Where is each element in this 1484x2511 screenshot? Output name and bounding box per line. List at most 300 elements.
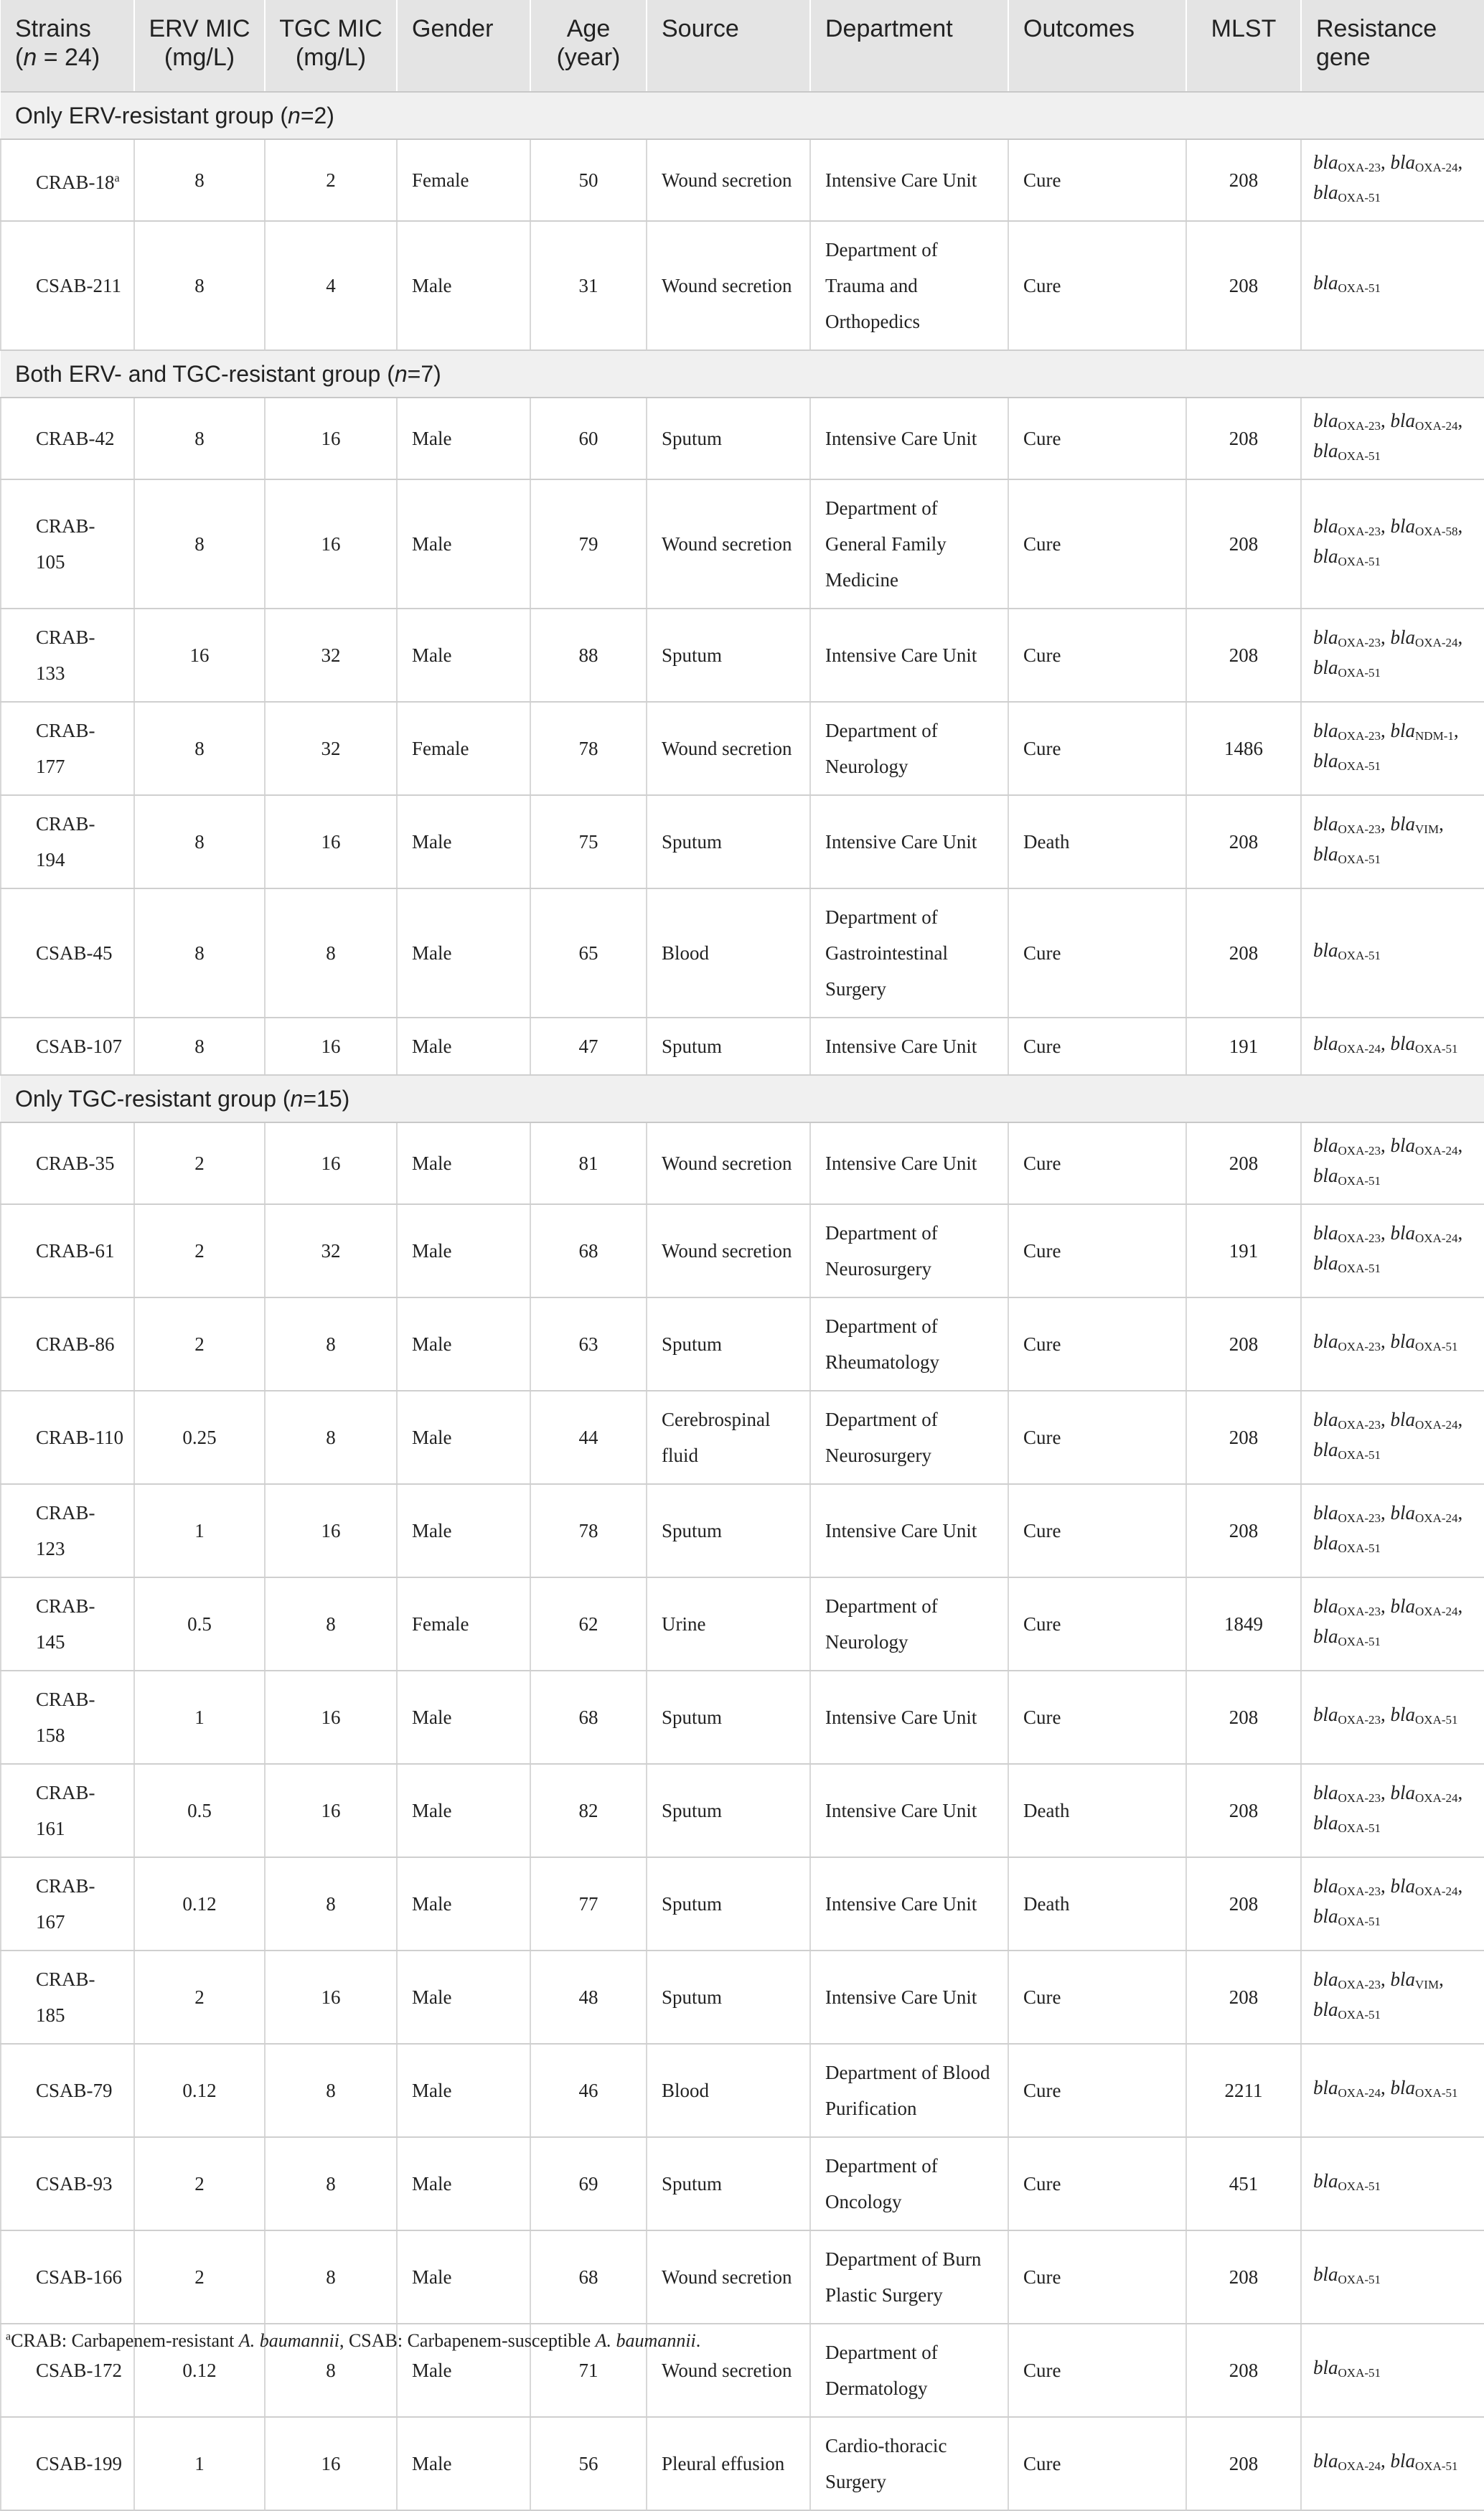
age-cell: 63: [530, 1297, 647, 1391]
gene-subscript: OXA-23: [1338, 1511, 1381, 1525]
gene-prefix: bla: [1390, 515, 1416, 537]
table-row: [1, 609, 1484, 702]
source-cell: Urine: [647, 1577, 810, 1671]
tgc-mic-cell: 16: [265, 479, 397, 609]
gene-subscript: OXA-51: [1338, 853, 1381, 866]
header-row: [1, 0, 1484, 92]
source-cell: Sputum: [647, 1018, 810, 1075]
table-row: [1, 1857, 1484, 1951]
mlst-cell: 208: [1186, 398, 1301, 479]
gene-prefix: bla: [1313, 939, 1338, 961]
department-cell: Intensive Care Unit: [810, 398, 1008, 479]
source-cell: Sputum: [647, 1764, 810, 1857]
gene-prefix: bla: [1390, 1135, 1416, 1156]
strain-cell: [1, 221, 134, 350]
outcome-cell: Death: [1008, 795, 1186, 888]
outcome-cell: Cure: [1008, 1951, 1186, 2044]
strain-name: CRAB-86: [36, 1333, 115, 1355]
erv-mic-cell: 2: [134, 1297, 265, 1391]
source-cell: Sputum: [647, 795, 810, 888]
gene-prefix: bla: [1313, 2357, 1338, 2378]
outcome-cell: Cure: [1008, 1391, 1186, 1484]
gene-subscript: VIM: [1415, 1978, 1440, 1991]
table-row: [1, 1671, 1484, 1764]
gene-prefix: bla: [1313, 1502, 1338, 1524]
source-cell: Sputum: [647, 1484, 810, 1577]
resistance-gene-cell: bla$_{OXA-24}$, bla$_{OXA-51}$: [1301, 2417, 1484, 2510]
source-cell: Cerebrospinal fluid: [647, 1391, 810, 1484]
tgc-mic-cell: 32: [265, 702, 397, 795]
gene-subscript: OXA-24: [1415, 1791, 1458, 1805]
resistance-gene-cell: bla$_{OXA-23}$, bla$_{VIM}$, bla$_{OXA-51}$: [1301, 795, 1484, 888]
mlst-cell: 208: [1186, 888, 1301, 1018]
table-row: [1, 1764, 1484, 1857]
gender-cell: Male: [397, 1764, 530, 1857]
gene-subscript: OXA-51: [1338, 2008, 1381, 2022]
gender-cell: Male: [397, 1857, 530, 1951]
gender-cell: Male: [397, 1484, 530, 1577]
resistance-gene-cell: bla$_{OXA-23}$, bla$_{OXA-58}$, bla$_{OXA-51}$: [1301, 479, 1484, 609]
strain-name: CSAB-79: [36, 2080, 113, 2101]
age-cell: 68: [530, 2230, 647, 2324]
footnote-mark: a: [6, 2330, 11, 2343]
strain-cell: [1, 1577, 134, 1671]
strain-cell: [1, 1951, 134, 2044]
tgc-mic-cell: 16: [265, 398, 397, 479]
gene-subscript: OXA-24: [1415, 1885, 1458, 1898]
source-cell: Wound secretion: [647, 2230, 810, 2324]
gene-subscript: OXA-51: [1338, 191, 1381, 205]
tgc-mic-cell: 16: [265, 1764, 397, 1857]
gene-prefix: bla: [1313, 1409, 1338, 1430]
tgc-mic-cell: 8: [265, 1297, 397, 1391]
header-gender: Gender: [397, 0, 530, 92]
strain-cell: [1, 1484, 134, 1577]
erv-mic-cell: 0.25: [134, 1391, 265, 1484]
header-age: Age (year): [530, 0, 647, 92]
gene-subscript: OXA-24: [1415, 1511, 1458, 1525]
source-cell: Sputum: [647, 1857, 810, 1951]
erv-mic-cell: 1: [134, 1484, 265, 1577]
department-cell: Intensive Care Unit: [810, 1122, 1008, 1204]
gene-prefix: bla: [1313, 2450, 1338, 2472]
gene-prefix: bla: [1390, 410, 1416, 431]
resistance-gene-cell: bla$_{OXA-23}$, bla$_{OXA-51}$: [1301, 1297, 1484, 1391]
gene-prefix: bla: [1390, 1968, 1416, 1990]
gene-subscript: OXA-23: [1338, 1144, 1381, 1158]
gender-cell: Male: [397, 1391, 530, 1484]
gene-subscript: OXA-51: [1338, 1915, 1381, 1928]
tgc-mic-cell: 16: [265, 795, 397, 888]
department-cell: Department of Burn Plastic Surgery: [810, 2230, 1008, 2324]
gender-cell: Male: [397, 2417, 530, 2510]
mlst-cell: 208: [1186, 2230, 1301, 2324]
gene-prefix: bla: [1313, 1905, 1338, 1927]
source-cell: Pleural effusion: [647, 2417, 810, 2510]
gene-subscript: VIM: [1415, 822, 1440, 836]
resistance-gene-cell: bla$_{OXA-23}$, bla$_{OXA-24}$, bla$_{OXA-51}$: [1301, 1204, 1484, 1297]
outcome-cell: Cure: [1008, 1122, 1186, 1204]
erv-mic-cell: 2: [134, 2230, 265, 2324]
gene-subscript: OXA-51: [1338, 281, 1381, 295]
mlst-cell: 208: [1186, 1122, 1301, 1204]
gene-prefix: bla: [1390, 813, 1416, 835]
gene-prefix: bla: [1390, 1330, 1416, 1352]
gene-prefix: bla: [1313, 720, 1338, 741]
gene-prefix: bla: [1390, 1595, 1416, 1617]
gene-prefix: bla: [1390, 1409, 1416, 1430]
gender-cell: Male: [397, 1018, 530, 1075]
gene-subscript: OXA-23: [1338, 525, 1381, 538]
age-cell: 60: [530, 398, 647, 479]
gene-prefix: bla: [1313, 2077, 1338, 2098]
erv-mic-cell: 1: [134, 2417, 265, 2510]
strain-name: CSAB-45: [36, 942, 113, 964]
gene-subscript: OXA-24: [1338, 2086, 1381, 2100]
strain-name: CRAB-158: [36, 1689, 95, 1746]
mlst-cell: 208: [1186, 795, 1301, 888]
strain-cell: [1, 795, 134, 888]
mlst-cell: 191: [1186, 1018, 1301, 1075]
gene-subscript: OXA-51: [1338, 949, 1381, 962]
tgc-mic-cell: 16: [265, 1951, 397, 2044]
erv-mic-cell: 8: [134, 795, 265, 888]
gene-subscript: OXA-51: [1338, 1635, 1381, 1648]
source-cell: Sputum: [647, 398, 810, 479]
gene-prefix: bla: [1390, 1222, 1416, 1244]
mlst-cell: 208: [1186, 221, 1301, 350]
strain-cell: [1, 1671, 134, 1764]
group-row: [1, 92, 1484, 139]
gene-prefix: bla: [1313, 1439, 1338, 1460]
gender-cell: Male: [397, 795, 530, 888]
erv-mic-cell: 0.5: [134, 1577, 265, 1671]
resistance-gene-cell: bla$_{OXA-23}$, bla$_{OXA-24}$, bla$_{OXA-51}$: [1301, 139, 1484, 221]
table-body: [1, 92, 1484, 2510]
header-strains: [1, 0, 134, 92]
source-cell: Wound secretion: [647, 479, 810, 609]
department-cell: Intensive Care Unit: [810, 1764, 1008, 1857]
age-cell: 78: [530, 1484, 647, 1577]
age-cell: 47: [530, 1018, 647, 1075]
mlst-cell: 208: [1186, 1484, 1301, 1577]
strain-name: CRAB-105: [36, 515, 95, 573]
strain-cell: [1, 479, 134, 609]
strain-cell: [1, 609, 134, 702]
table-row: [1, 221, 1484, 350]
gene-subscript: OXA-51: [1415, 1340, 1458, 1353]
outcome-cell: Cure: [1008, 2044, 1186, 2137]
gene-prefix: bla: [1313, 750, 1338, 771]
header-tgc-mic: TGC MIC (mg/L): [265, 0, 397, 92]
outcome-cell: Death: [1008, 1857, 1186, 1951]
table-row: [1, 795, 1484, 888]
age-cell: 69: [530, 2137, 647, 2230]
age-cell: 68: [530, 1204, 647, 1297]
gene-prefix: bla: [1313, 1812, 1338, 1834]
department-cell: Department of Trauma and Orthopedics: [810, 221, 1008, 350]
gene-subscript: OXA-23: [1338, 636, 1381, 649]
gene-prefix: bla: [1313, 1330, 1338, 1352]
gender-cell: Male: [397, 2324, 530, 2417]
gender-cell: Male: [397, 2044, 530, 2137]
outcome-cell: Cure: [1008, 1204, 1186, 1297]
erv-mic-cell: 8: [134, 221, 265, 350]
age-cell: 71: [530, 2324, 647, 2417]
strain-cell: [1, 139, 134, 221]
outcome-cell: Cure: [1008, 702, 1186, 795]
tgc-mic-cell: 2: [265, 139, 397, 221]
department-cell: Intensive Care Unit: [810, 795, 1008, 888]
mlst-cell: 1849: [1186, 1577, 1301, 1671]
gene-subscript: OXA-23: [1338, 1418, 1381, 1432]
group-title: Only ERV-resistant group (n=2): [1, 92, 1484, 139]
gene-subscript: OXA-23: [1338, 419, 1381, 433]
resistance-gene-cell: bla$_{OXA-23}$, bla$_{VIM}$, bla$_{OXA-51}$: [1301, 1951, 1484, 2044]
erv-mic-cell: 0.12: [134, 2324, 265, 2417]
gender-cell: Female: [397, 1577, 530, 1671]
tgc-mic-cell: 8: [265, 2044, 397, 2137]
strain-cell: [1, 2417, 134, 2510]
department-cell: Department of Rheumatology: [810, 1297, 1008, 1391]
gene-subscript: OXA-51: [1415, 1042, 1458, 1056]
resistance-gene-cell: bla$_{OXA-23}$, bla$_{OXA-24}$, bla$_{OXA-51}$: [1301, 1484, 1484, 1577]
source-cell: Wound secretion: [647, 702, 810, 795]
strain-cell: [1, 2230, 134, 2324]
gender-cell: Male: [397, 1671, 530, 1764]
gender-cell: Female: [397, 139, 530, 221]
source-cell: Wound secretion: [647, 1122, 810, 1204]
gene-prefix: bla: [1313, 182, 1338, 203]
strain-cell: [1, 888, 134, 1018]
strain-cell: [1, 2137, 134, 2230]
gene-subscript: OXA-24: [1415, 1231, 1458, 1245]
gene-prefix: bla: [1313, 1782, 1338, 1803]
resistance-gene-cell: [1301, 221, 1484, 350]
tgc-mic-cell: 4: [265, 221, 397, 350]
tgc-mic-cell: 8: [265, 1577, 397, 1671]
group-title: Both ERV- and TGC-resistant group (n=7): [1, 350, 1484, 398]
table-row: [1, 2417, 1484, 2510]
gene-prefix: bla: [1313, 151, 1338, 173]
department-cell: Department of Neurology: [810, 702, 1008, 795]
gene-prefix: bla: [1313, 2170, 1338, 2192]
gene-subscript: OXA-51: [1338, 1541, 1381, 1555]
age-cell: 65: [530, 888, 647, 1018]
outcome-cell: Cure: [1008, 479, 1186, 609]
gender-cell: Male: [397, 1204, 530, 1297]
gene-prefix: bla: [1313, 2263, 1338, 2285]
age-cell: 79: [530, 479, 647, 609]
gender-cell: Male: [397, 221, 530, 350]
gene-subscript: OXA-51: [1415, 1713, 1458, 1727]
table-row: [1, 1122, 1484, 1204]
gene-subscript: OXA-51: [1338, 1448, 1381, 1462]
gene-prefix: bla: [1313, 1968, 1338, 1990]
gene-subscript: OXA-51: [1338, 2273, 1381, 2286]
gene-subscript: OXA-51: [1338, 2179, 1381, 2193]
gene-prefix: bla: [1390, 1875, 1416, 1897]
strain-name: CSAB-93: [36, 2173, 113, 2195]
source-cell: Wound secretion: [647, 221, 810, 350]
gene-subscript: OXA-23: [1338, 1978, 1381, 1991]
resistance-gene-cell: bla$_{OXA-24}$, bla$_{OXA-51}$: [1301, 2044, 1484, 2137]
mlst-cell: 208: [1186, 1951, 1301, 2044]
strain-cell: [1, 1297, 134, 1391]
gender-cell: Male: [397, 2230, 530, 2324]
gene-subscript: OXA-51: [1415, 2086, 1458, 2100]
gene-prefix: bla: [1313, 1875, 1338, 1897]
department-cell: Intensive Care Unit: [810, 1857, 1008, 1951]
header-mlst: MLST: [1186, 0, 1301, 92]
gender-cell: Male: [397, 2137, 530, 2230]
table-row: [1, 888, 1484, 1018]
gene-subscript: OXA-24: [1415, 1144, 1458, 1158]
outcome-cell: Death: [1008, 1764, 1186, 1857]
department-cell: Department of Oncology: [810, 2137, 1008, 2230]
tgc-mic-cell: 8: [265, 2324, 397, 2417]
gene-subscript: OXA-51: [1338, 1174, 1381, 1188]
gene-subscript: OXA-23: [1338, 1791, 1381, 1805]
age-cell: 82: [530, 1764, 647, 1857]
erv-mic-cell: 2: [134, 1122, 265, 1204]
source-cell: Sputum: [647, 1951, 810, 2044]
gene-prefix: bla: [1313, 1033, 1338, 1054]
source-cell: Wound secretion: [647, 139, 810, 221]
gender-cell: Male: [397, 479, 530, 609]
age-cell: 88: [530, 609, 647, 702]
footnote: [6, 2330, 700, 2352]
erv-mic-cell: 8: [134, 139, 265, 221]
resistance-gene-cell: bla$_{OXA-23}$, bla$_{NDM-1}$, bla$_{OXA-51}$: [1301, 702, 1484, 795]
gender-cell: Female: [397, 702, 530, 795]
source-cell: Wound secretion: [647, 2324, 810, 2417]
mlst-cell: 208: [1186, 479, 1301, 609]
mlst-cell: 2211: [1186, 2044, 1301, 2137]
group-title: Only TGC-resistant group (n=15): [1, 1075, 1484, 1122]
resistance-gene-cell: bla$_{OXA-23}$, bla$_{OXA-24}$, bla$_{OXA-51}$: [1301, 609, 1484, 702]
strain-name: CRAB-42: [36, 428, 115, 449]
department-cell: Department of Blood Purification: [810, 2044, 1008, 2137]
table-row: [1, 702, 1484, 795]
gene-subscript: OXA-23: [1338, 1340, 1381, 1353]
strain-cell: [1, 1018, 134, 1075]
gene-prefix: bla: [1313, 1625, 1338, 1647]
source-cell: Sputum: [647, 1671, 810, 1764]
erv-mic-cell: 0.12: [134, 1857, 265, 1951]
gene-subscript: OXA-51: [1338, 759, 1381, 773]
mlst-cell: 208: [1186, 1391, 1301, 1484]
erv-mic-cell: 8: [134, 398, 265, 479]
gene-prefix: bla: [1313, 1252, 1338, 1274]
outcome-cell: Cure: [1008, 1297, 1186, 1391]
tgc-mic-cell: 16: [265, 1671, 397, 1764]
erv-mic-cell: 1: [134, 1671, 265, 1764]
age-cell: 48: [530, 1951, 647, 2044]
gene-subscript: OXA-51: [1338, 1821, 1381, 1835]
department-cell: Intensive Care Unit: [810, 609, 1008, 702]
tgc-mic-cell: 16: [265, 2417, 397, 2510]
age-cell: 81: [530, 1122, 647, 1204]
gene-prefix: bla: [1313, 813, 1338, 835]
table-row: [1, 1018, 1484, 1075]
erv-mic-cell: 2: [134, 1951, 265, 2044]
gene-prefix: bla: [1313, 1532, 1338, 1554]
table-row: [1, 1204, 1484, 1297]
tgc-mic-cell: 8: [265, 888, 397, 1018]
department-cell: Department of Gastrointestinal Surgery: [810, 888, 1008, 1018]
outcome-cell: Cure: [1008, 2324, 1186, 2417]
gene-prefix: bla: [1313, 1222, 1338, 1244]
table-row: [1, 2230, 1484, 2324]
tgc-mic-cell: 16: [265, 1484, 397, 1577]
header-strains-label: Strains: [15, 15, 91, 42]
age-cell: 46: [530, 2044, 647, 2137]
strain-name: CRAB-110: [36, 1427, 124, 1448]
resistance-gene-cell: [1301, 2324, 1484, 2417]
table-row: [1, 139, 1484, 221]
tgc-mic-cell: 32: [265, 1204, 397, 1297]
strain-cell: [1, 2044, 134, 2137]
age-cell: 78: [530, 702, 647, 795]
gene-prefix: bla: [1390, 1704, 1416, 1725]
gene-prefix: bla: [1313, 272, 1338, 294]
resistance-gene-cell: bla$_{OXA-23}$, bla$_{OXA-24}$, bla$_{OXA-51}$: [1301, 1764, 1484, 1857]
department-cell: Cardio-thoracic Surgery: [810, 2417, 1008, 2510]
table-row: [1, 1577, 1484, 1671]
strain-name: CRAB-18: [36, 171, 115, 193]
gene-prefix: bla: [1313, 626, 1338, 648]
erv-mic-cell: 2: [134, 1204, 265, 1297]
source-cell: Blood: [647, 888, 810, 1018]
strain-name: CRAB-35: [36, 1153, 115, 1174]
gene-subscript: OXA-23: [1338, 1605, 1381, 1618]
gene-subscript: OXA-23: [1338, 1231, 1381, 1245]
gene-subscript: OXA-51: [1338, 2366, 1381, 2380]
outcome-cell: Cure: [1008, 139, 1186, 221]
mlst-cell: 208: [1186, 1857, 1301, 1951]
strain-cell: [1, 398, 134, 479]
header-resistance-gene: Resistance gene: [1301, 0, 1484, 92]
resistance-gene-cell: [1301, 888, 1484, 1018]
mlst-cell: 208: [1186, 1671, 1301, 1764]
gene-prefix: bla: [1313, 1999, 1338, 2020]
gene-subscript: OXA-23: [1338, 1885, 1381, 1898]
strain-name: CSAB-166: [36, 2266, 123, 2288]
age-cell: 68: [530, 1671, 647, 1764]
gene-prefix: bla: [1313, 1595, 1338, 1617]
strain-cell: [1, 1764, 134, 1857]
gene-subscript: NDM-1: [1415, 729, 1454, 743]
source-cell: Sputum: [647, 1297, 810, 1391]
tgc-mic-cell: 8: [265, 2230, 397, 2324]
gene-prefix: bla: [1313, 515, 1338, 537]
gene-prefix: bla: [1390, 2077, 1416, 2098]
group-row: [1, 1075, 1484, 1122]
gene-subscript: OXA-24: [1415, 419, 1458, 433]
department-cell: Intensive Care Unit: [810, 1484, 1008, 1577]
table-row: [1, 1951, 1484, 2044]
age-cell: 56: [530, 2417, 647, 2510]
mlst-cell: 208: [1186, 1764, 1301, 1857]
department-cell: Intensive Care Unit: [810, 1671, 1008, 1764]
erv-mic-cell: 8: [134, 1018, 265, 1075]
gender-cell: Male: [397, 609, 530, 702]
gene-subscript: OXA-24: [1338, 1042, 1381, 1056]
outcome-cell: Cure: [1008, 2230, 1186, 2324]
erv-mic-cell: 0.12: [134, 2044, 265, 2137]
table-row: [1, 1484, 1484, 1577]
